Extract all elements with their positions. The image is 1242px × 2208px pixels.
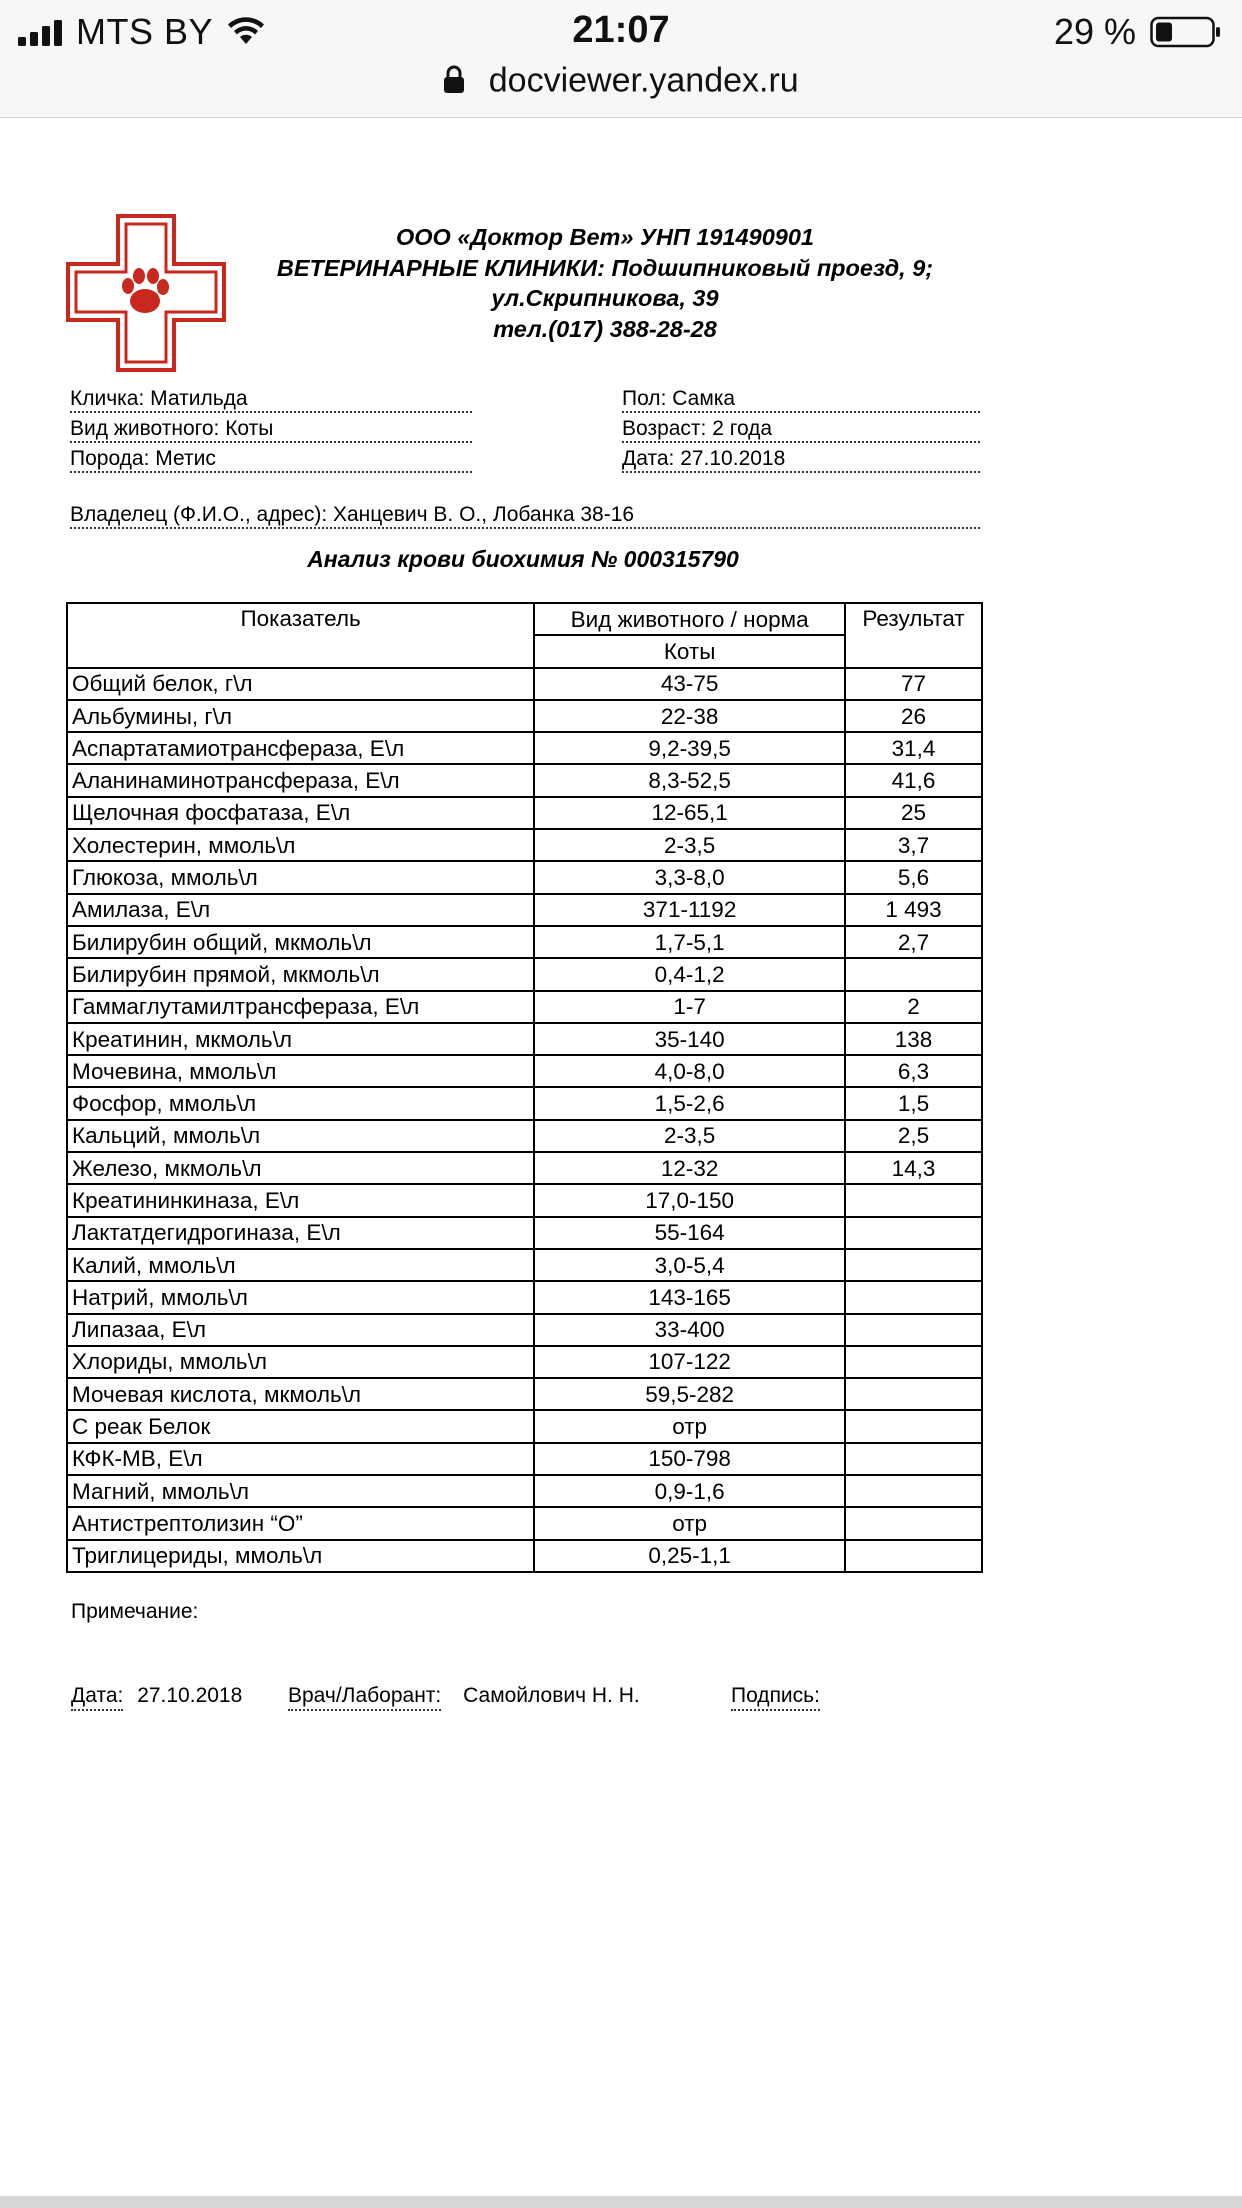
result-value: 77: [845, 668, 982, 700]
result-value: [845, 1281, 982, 1313]
reference-range: 0,4-1,2: [534, 958, 845, 990]
clinic-name: ООО «Доктор Вет» УНП 191490901: [396, 224, 814, 250]
age-label: Возраст:: [622, 417, 707, 440]
indicator-name: Антистрептолизин “О”: [67, 1507, 534, 1539]
reference-range: отр: [534, 1507, 845, 1539]
table-row: [67, 1378, 982, 1410]
reference-range: 3,3-8,0: [534, 861, 845, 893]
reference-range: 3,0-5,4: [534, 1249, 845, 1281]
reference-range: 33-400: [534, 1314, 845, 1346]
indicator-name: Мочевая кислота, мкмоль\л: [67, 1378, 534, 1410]
table-row: [67, 1346, 982, 1378]
table-row: [67, 991, 982, 1023]
table-header-row: [67, 603, 982, 635]
patient-name-value: Матильда: [150, 387, 248, 410]
browser-chrome: [0, 0, 1242, 118]
result-value: 5,6: [845, 861, 982, 893]
result-value: 2,5: [845, 1120, 982, 1152]
table-row: [67, 1410, 982, 1442]
result-value: 138: [845, 1023, 982, 1055]
patient-name-field: [70, 386, 472, 413]
exam-date-field: [622, 446, 980, 473]
table-row: [67, 1023, 982, 1055]
breed-label: Порода:: [70, 447, 150, 470]
result-value: 26: [845, 700, 982, 732]
header-result: Результат: [845, 603, 982, 668]
result-value: [845, 1507, 982, 1539]
result-value: [845, 1314, 982, 1346]
table-row: [67, 1152, 982, 1184]
table-row: [67, 1120, 982, 1152]
indicator-name: Аспартатамиотрансфераза, Е\л: [67, 732, 534, 764]
table-row: [67, 894, 982, 926]
reference-range: 43-75: [534, 668, 845, 700]
indicator-name: Кальций, ммоль\л: [67, 1120, 534, 1152]
battery-icon: [1150, 16, 1222, 48]
reference-range: 1-7: [534, 991, 845, 1023]
result-value: [845, 1475, 982, 1507]
indicator-name: Щелочная фосфатаза, Е\л: [67, 797, 534, 829]
result-value: 3,7: [845, 829, 982, 861]
table-row: [67, 829, 982, 861]
table-row: [67, 1087, 982, 1119]
indicator-name: Глюкоза, ммоль\л: [67, 861, 534, 893]
result-value: [845, 958, 982, 990]
sex-label: Пол:: [622, 387, 667, 410]
clinic-address-line1: ВЕТЕРИНАРНЫЕ КЛИНИКИ: Подшипниковый проезд, 9;: [276, 254, 934, 281]
table-row: [67, 926, 982, 958]
indicator-name: Натрий, ммоль\л: [67, 1281, 534, 1313]
indicator-name: Железо, мкмоль\л: [67, 1152, 534, 1184]
result-value: [845, 1378, 982, 1410]
header-indicator: Показатель: [67, 603, 534, 668]
indicator-name: Мочевина, ммоль\л: [67, 1055, 534, 1087]
indicator-name: Липазаа, Е\л: [67, 1314, 534, 1346]
footer-date-label: Дата:: [71, 1684, 123, 1711]
indicator-name: Лактатдегидрогиназа, Е\л: [67, 1217, 534, 1249]
indicator-name: Общий белок, г\л: [67, 668, 534, 700]
table-row: [67, 1475, 982, 1507]
table-row: [67, 1281, 982, 1313]
result-value: [845, 1184, 982, 1216]
clinic-address-line2: ул.Скрипникова, 39: [491, 285, 719, 311]
table-row: [67, 668, 982, 700]
owner-field: [70, 502, 980, 529]
status-time: 21:07: [572, 9, 670, 51]
result-value: [845, 1249, 982, 1281]
table-row: [67, 1217, 982, 1249]
result-value: [845, 1346, 982, 1378]
footer-doctor: [288, 1684, 640, 1708]
url-text[interactable]: docviewer.yandex.ru: [488, 61, 799, 100]
reference-range: 12-65,1: [534, 797, 845, 829]
reference-range: 59,5-282: [534, 1378, 845, 1410]
page-bottom-edge: [0, 2196, 1242, 2208]
document-page: [0, 130, 1242, 2190]
table-row: [67, 732, 982, 764]
table-row: [67, 1055, 982, 1087]
species-field: [70, 416, 472, 443]
table-row: [67, 1314, 982, 1346]
footer-signature: [731, 1684, 820, 1708]
reference-range: 2-3,5: [534, 829, 845, 861]
lock-icon: [443, 64, 465, 94]
reference-range: 17,0-150: [534, 1184, 845, 1216]
reference-range: 1,7-5,1: [534, 926, 845, 958]
header-norm: Вид животного / норма: [534, 603, 845, 635]
indicator-name: Хлориды, ммоль\л: [67, 1346, 534, 1378]
note-label: Примечание:: [71, 1600, 199, 1623]
result-value: 41,6: [845, 764, 982, 796]
age-value: 2 года: [712, 417, 773, 440]
indicator-name: Аланинаминотрансфераза, Е\л: [67, 764, 534, 796]
header-species: Коты: [534, 635, 845, 667]
table-row: [67, 1540, 982, 1572]
indicator-name: С реак Белок: [67, 1410, 534, 1442]
clinic-phone: тел.(017) 388-28-28: [493, 315, 717, 342]
indicator-name: Креатининкиназа, Е\л: [67, 1184, 534, 1216]
table-body: [67, 668, 982, 1572]
indicator-name: Альбумины, г\л: [67, 700, 534, 732]
analysis-title: Анализ крови биохимия № 000315790: [307, 546, 739, 572]
table-row: [67, 1443, 982, 1475]
owner-value: Ханцевич В. О., Лобанка 38-16: [333, 503, 635, 526]
table-row: [67, 764, 982, 796]
exam-date-label: Дата:: [622, 447, 675, 470]
indicator-name: Калий, ммоль\л: [67, 1249, 534, 1281]
indicator-name: Билирубин прямой, мкмоль\л: [67, 958, 534, 990]
result-value: 14,3: [845, 1152, 982, 1184]
table-row: [67, 1249, 982, 1281]
species-label: Вид животного:: [70, 417, 220, 440]
owner-label: Владелец (Ф.И.О., адрес):: [70, 503, 328, 526]
blood-biochemistry-table: [66, 602, 983, 1573]
carrier-name: MTS BY: [76, 11, 214, 52]
indicator-name: Билирубин общий, мкмоль\л: [67, 926, 534, 958]
reference-range: 371-1192: [534, 894, 845, 926]
reference-range: 35-140: [534, 1023, 845, 1055]
reference-range: 0,9-1,6: [534, 1475, 845, 1507]
signature-label: Подпись:: [731, 1684, 820, 1711]
indicator-name: Гаммаглутамилтрансфераза, Е\л: [67, 991, 534, 1023]
address-bar[interactable]: [0, 60, 1242, 104]
reference-range: 107-122: [534, 1346, 845, 1378]
reference-range: 150-798: [534, 1443, 845, 1475]
exam-date-value: 27.10.2018: [680, 447, 786, 470]
clinic-logo-red-cross-paw: [66, 214, 226, 372]
clinic-header: [246, 222, 964, 344]
result-value: 1 493: [845, 894, 982, 926]
result-value: [845, 1540, 982, 1572]
patient-name-label: Кличка:: [70, 387, 145, 410]
reference-range: 143-165: [534, 1281, 845, 1313]
table-row: [67, 958, 982, 990]
result-value: 1,5: [845, 1087, 982, 1119]
result-value: [845, 1410, 982, 1442]
table-row: [67, 797, 982, 829]
reference-range: 1,5-2,6: [534, 1087, 845, 1119]
reference-range: 12-32: [534, 1152, 845, 1184]
reference-range: 2-3,5: [534, 1120, 845, 1152]
species-value: Коты: [225, 417, 274, 440]
doctor-label: Врач/Лаборант:: [288, 1684, 441, 1711]
footer-date: [71, 1684, 242, 1708]
indicator-name: Амилаза, Е\л: [67, 894, 534, 926]
result-value: 6,3: [845, 1055, 982, 1087]
indicator-name: Триглицериды, ммоль\л: [67, 1540, 534, 1572]
result-value: 31,4: [845, 732, 982, 764]
doctor-name: Самойлович Н. Н.: [463, 1684, 640, 1707]
reference-range: 0,25-1,1: [534, 1540, 845, 1572]
sex-value: Самка: [672, 387, 736, 410]
indicator-name: КФК-МВ, Е\л: [67, 1443, 534, 1475]
sex-field: [622, 386, 980, 413]
result-value: 2,7: [845, 926, 982, 958]
reference-range: 9,2-39,5: [534, 732, 845, 764]
footer-date-value: 27.10.2018: [137, 1684, 243, 1707]
age-field: [622, 416, 980, 443]
table-row: [67, 861, 982, 893]
reference-range: 22-38: [534, 700, 845, 732]
reference-range: отр: [534, 1410, 845, 1442]
result-value: [845, 1443, 982, 1475]
reference-range: 55-164: [534, 1217, 845, 1249]
result-value: 2: [845, 991, 982, 1023]
breed-value: Метис: [155, 447, 216, 470]
result-value: 25: [845, 797, 982, 829]
status-bar: [0, 0, 1242, 62]
table-row: [67, 1507, 982, 1539]
indicator-name: Холестерин, ммоль\л: [67, 829, 534, 861]
reference-range: 4,0-8,0: [534, 1055, 845, 1087]
reference-range: 8,3-52,5: [534, 764, 845, 796]
battery-percentage: 29 %: [1053, 11, 1136, 52]
indicator-name: Магний, ммоль\л: [67, 1475, 534, 1507]
indicator-name: Фосфор, ммоль\л: [67, 1087, 534, 1119]
result-value: [845, 1217, 982, 1249]
breed-field: [70, 446, 472, 473]
table-row: [67, 1184, 982, 1216]
table-row: [67, 700, 982, 732]
indicator-name: Креатинин, мкмоль\л: [67, 1023, 534, 1055]
